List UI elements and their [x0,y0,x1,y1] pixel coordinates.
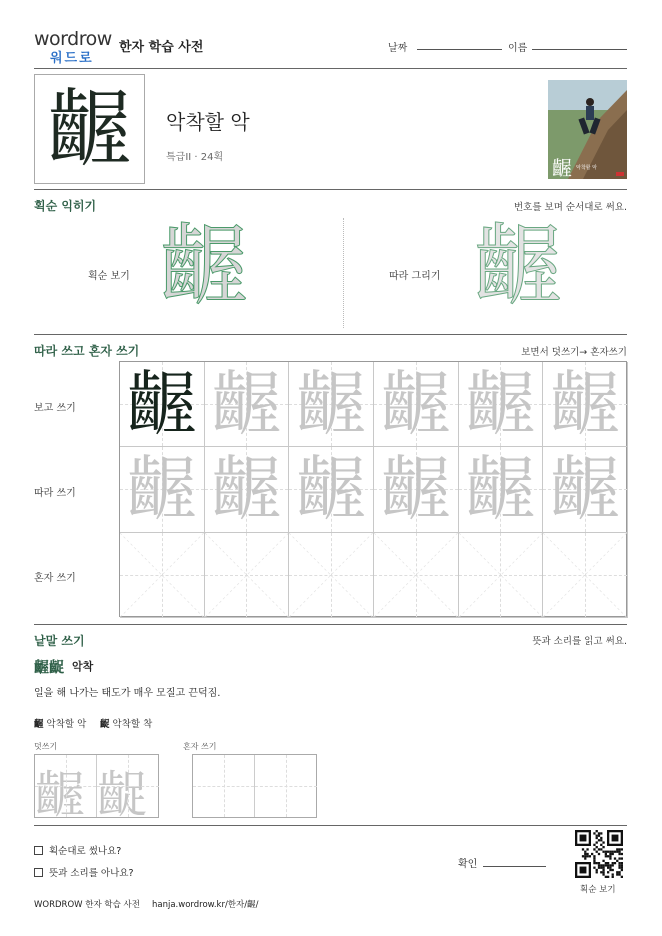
word-cell[interactable] [255,755,317,817]
practice-char: 齷 [380,448,451,531]
word-cell[interactable] [193,755,255,817]
stroke-trace-diagram[interactable] [474,214,574,318]
word-trace-char: 齷 [35,766,85,817]
section-title-practice: 따라 쓰고 혼자 쓰기 [34,344,140,358]
practice-cell[interactable] [205,533,290,618]
practice-char: 齷 [126,363,197,446]
practice-cell[interactable] [374,533,459,618]
name-label: 이름 [508,43,528,54]
practice-cell[interactable] [543,362,628,447]
practice-cell[interactable] [205,362,290,447]
component-1 [34,716,86,730]
word-trace-char: 齪 [97,766,147,817]
practice-char: 齷 [465,448,536,531]
practice-char: 齷 [550,363,621,446]
practice-cell[interactable] [289,362,374,447]
practice-cell[interactable] [120,447,205,532]
hanja-meaning: 악착할 악 [166,110,250,134]
practice-cell[interactable] [459,533,544,618]
divider [34,825,627,826]
date-label: 날짜 [388,43,408,54]
stroke-view-label: 획순 보기 [88,271,130,282]
divider [34,334,627,335]
checklist-label: 획순대로 썼나요? [49,846,122,857]
divider [34,68,627,69]
practice-cell[interactable] [120,533,205,618]
component-1-char: 齷 [34,719,44,730]
checklist-label: 뜻과 소리를 아나요? [49,868,134,879]
divider [34,189,627,190]
practice-cell[interactable] [205,447,290,532]
footer-url[interactable]: hanja.wordrow.kr/한자/齷/ [152,900,259,910]
section-title-word: 낱말 쓰기 [34,634,85,648]
component-2 [100,716,152,730]
practice-cell[interactable] [374,362,459,447]
word-trace-label: 덧쓰기 [34,742,58,751]
practice-char: 齷 [380,363,451,446]
component-1-label: 악착할 악 [46,719,87,730]
checklist-item-meaning[interactable] [34,865,134,879]
practice-cell[interactable] [289,533,374,618]
word-trace-box [34,754,159,818]
photo-caption: 악착할 악 [576,165,597,171]
confirm-label: 확인 [458,859,478,870]
component-2-label: 악착할 착 [112,719,153,730]
word-solo-box [192,754,317,818]
practice-char: 齷 [465,363,536,446]
section-note-stroke: 번호를 보며 순서대로 써요. [513,202,627,213]
confirm-signature-line[interactable] [483,866,546,867]
stroke-divider [343,218,344,328]
practice-char: 齷 [296,363,367,446]
illustration-photo [548,80,627,179]
row-label-trace: 따라 쓰기 [34,488,76,499]
practice-cell[interactable] [459,447,544,532]
checkbox-icon[interactable] [34,846,43,855]
practice-cell[interactable] [374,447,459,532]
stroke-order-diagram [160,214,260,318]
row-label-solo: 혼자 쓰기 [34,573,76,584]
practice-cell[interactable] [459,362,544,447]
practice-char: 齷 [126,448,197,531]
word-cell[interactable] [35,755,97,817]
date-field-line[interactable] [417,49,502,50]
practice-char: 齷 [296,448,367,531]
section-note-practice: 보면서 덧쓰기→ 혼자쓰기 [521,347,627,358]
word-solo-label: 혼자 쓰기 [183,742,217,751]
practice-cell[interactable] [120,362,205,447]
practice-char: 齷 [211,448,282,531]
practice-char: 齷 [550,448,621,531]
word-hanja: 齷齪 [34,658,65,676]
section-title-stroke: 획순 익히기 [34,199,97,213]
logo-subtitle: 워드로 [50,51,94,66]
footer-brand: WORDROW 한자 학습 사전 [34,900,140,910]
photo-char: 齷 [552,156,572,179]
checklist-item-stroke[interactable] [34,843,121,857]
stroke-trace-label: 따라 그리기 [389,271,441,282]
practice-cell[interactable] [543,447,628,532]
logo: wordrow [34,28,112,50]
qr-label: 획순 보기 [580,885,616,895]
practice-grid [119,361,627,617]
section-note-word: 뜻과 소리를 읽고 써요. [532,636,627,647]
word-definition: 일을 해 나가는 태도가 매우 모질고 끈덕짐. [34,688,221,699]
word-reading: 악착 [72,660,94,673]
photo-badge [616,172,624,176]
practice-cell[interactable] [289,447,374,532]
hanja-display-box [34,74,145,184]
qr-code-icon[interactable] [575,830,623,878]
word-cell[interactable] [97,755,159,817]
practice-cell[interactable] [543,533,628,618]
app-title: 한자 학습 사전 [119,40,204,55]
component-2-char: 齪 [100,719,110,730]
divider [34,624,627,625]
practice-char: 齷 [211,363,282,446]
stroke-order-char: 齷 [160,214,249,317]
name-field-line[interactable] [532,49,627,50]
checkbox-icon[interactable] [34,868,43,877]
row-label-view: 보고 쓰기 [34,403,76,414]
stroke-trace-char: 齷 [474,214,563,317]
hanja-char: 齷 [47,80,132,178]
hanja-grade: 특급II · 24획 [166,152,224,163]
